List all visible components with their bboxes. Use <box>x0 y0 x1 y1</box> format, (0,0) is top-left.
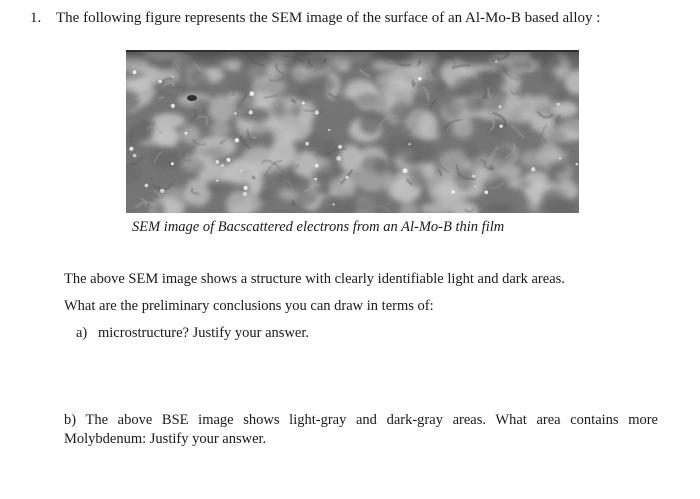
body-paragraph-2: What are the preliminary conclusions you can draw in terms of: <box>64 298 434 314</box>
question-number: 1. <box>30 10 42 26</box>
figure-caption: SEM image of Bacscattered electrons from an Al-Mo-B thin film <box>132 219 505 235</box>
subquestion-b <box>64 411 658 449</box>
subquestion-a-label: a) <box>76 325 88 341</box>
sem-image <box>126 50 579 213</box>
body-paragraph-1: The above SEM image shows a structure with clearly identifiable light and dark areas. <box>64 271 565 287</box>
subquestion-b-line-2: Molybdenum: Justify your answer. <box>64 431 267 447</box>
subquestion-b-line-1: b) The above BSE image shows light-gray and dark-gray areas. What area contains more <box>64 412 658 428</box>
subquestion-a <box>76 324 309 342</box>
question-text: The following figure represents the SEM image of the surface of an Al-Mo-B based alloy : <box>56 10 601 26</box>
subquestion-a-text: microstructure? Justify your answer. <box>98 325 310 341</box>
